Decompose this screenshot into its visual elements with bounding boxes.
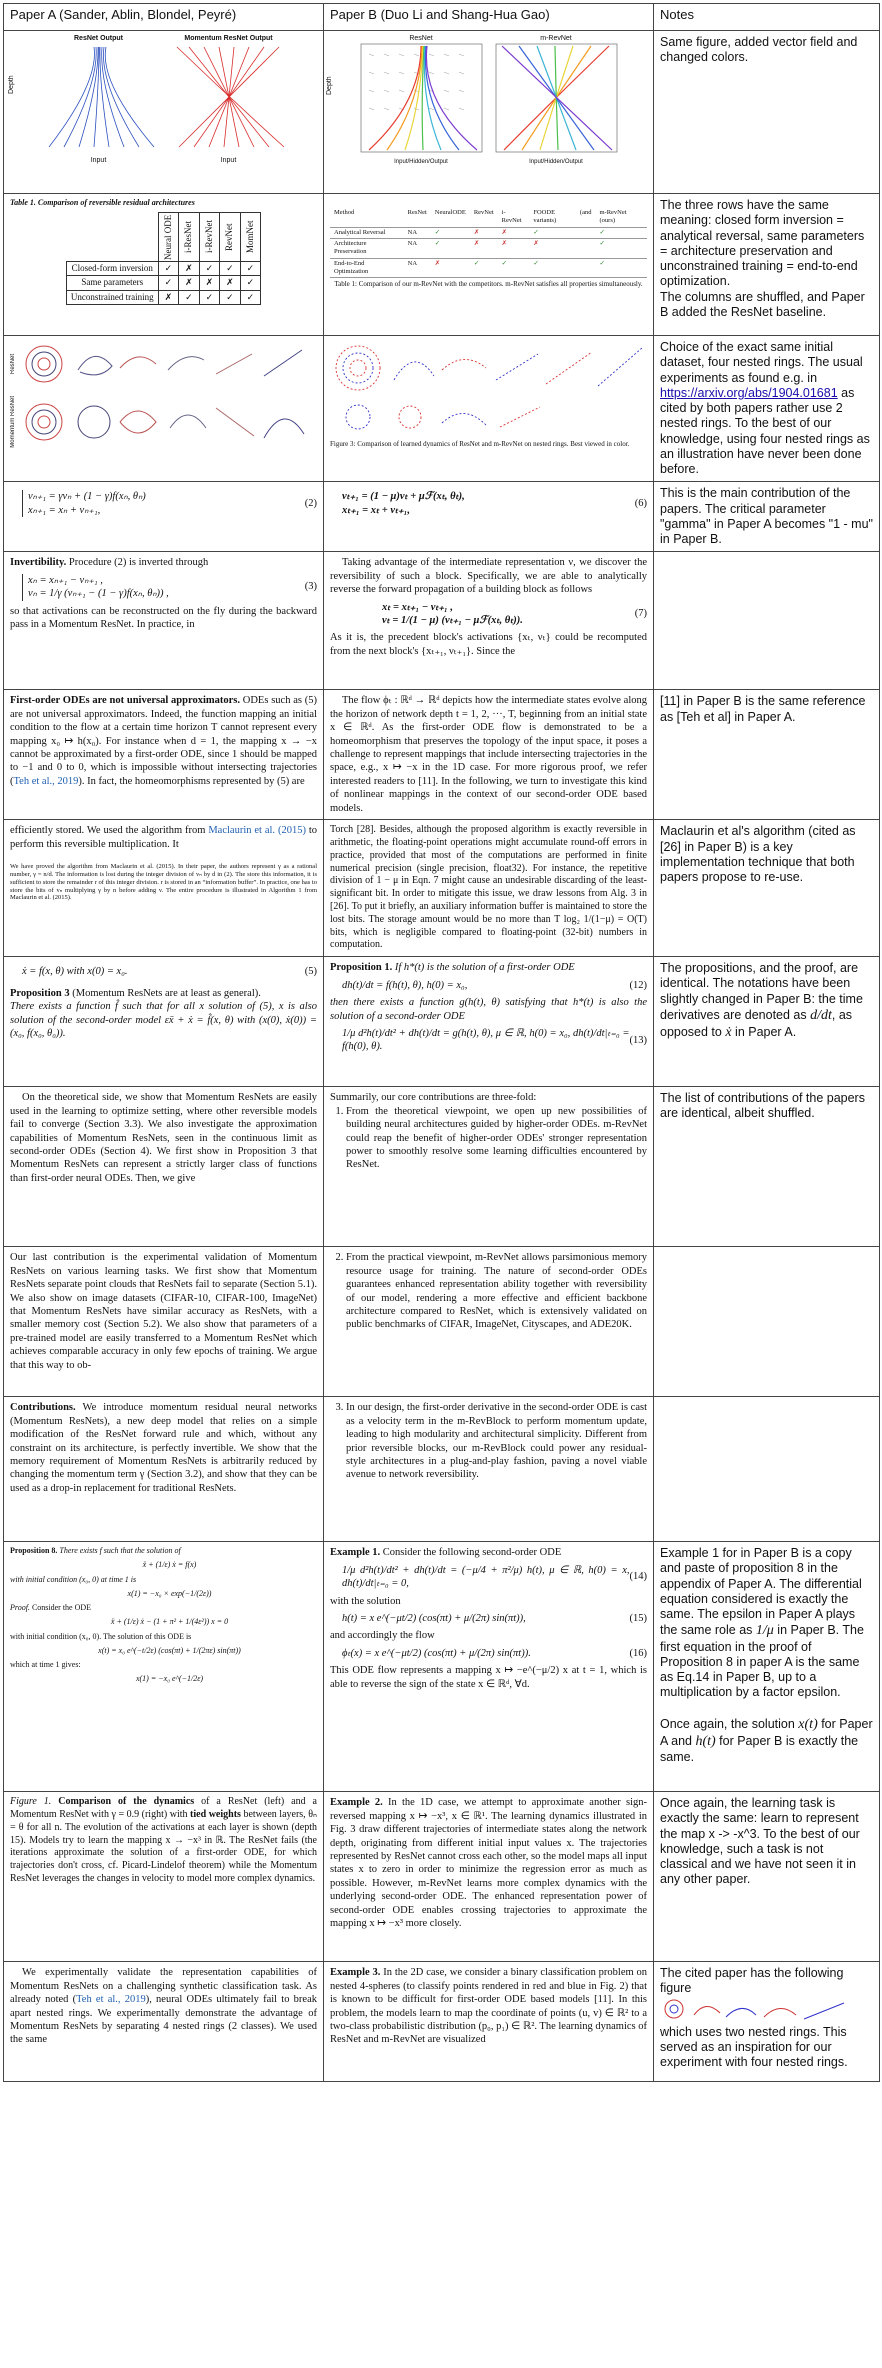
paper-b-cell: Torch [28]. Besides, although the proposed algorithm is exactly reversible in arithmetic, the floating-point operations might accumulate round-off errors in practice, provided that most of the computations are performed in finite numerical precision (single precision, float32). For instance, the repetitive division of 1 − μ in Eqn. 7 might cause an undesirable discarding of the least-significant bit. In order to mitigate this issue, we draw lessons from Alg. 3 in [26]. To put it briefly, an auxiliary information buffer is maintained to store the lost bits. The storage amount would be no more than T log₂ 1/(1−μ) = O(T) bits, which is negligible compared to floating-point (32-bit) numbers in computation. — [324, 820, 654, 957]
row-label: Momentum ResNet — [10, 396, 16, 448]
paper-a-cell — [4, 482, 324, 552]
table-row: Same parameters ✓ ✗ ✗ ✗ ✓ — [66, 276, 260, 291]
header-paper-b: Paper B (Duo Li and Shang-Hua Gao) — [324, 4, 654, 31]
paper-a-cell: Contributions. We introduce momentum residual neural networks (Momentum ResNets), a new deep model that relies on a simple modification of the ResNet forward rule and which, without any constraint on its architecture, is perfectly invertible. We show that the memory requirement of Momentum ResNets is arbitrarily reduced by changing the momentum term γ (Section 3.2), and show that they can be used as a drop-in replacement for traditional ResNets. — [4, 1397, 324, 1542]
table-title: Table 1. Comparison of reversible residual architectures — [10, 198, 195, 207]
fig-xlabel-left: Input/Hidden/Output — [394, 159, 448, 165]
paper-a-cell — [4, 336, 324, 482]
paper-b-cell: ResNet Input/Hidden/Output m-RevNet Input/Hidden/Output Depth — [324, 31, 654, 194]
paper-b-cell — [324, 1397, 654, 1542]
figure-caption: Figure 3: Comparison of learned dynamics of ResNet and m-RevNet on nested rings. Best viewed in color. — [330, 440, 630, 448]
paper-a-cell: First-order ODEs are not universal approximators. ODEs such as (5) are not universal approximators. Indeed, the function mapping an initial condition to the flow at a certain time horizon T cannot represent every mapping x₀ ↦ h(x₀). For instance when d = 1, the mapping x → −x cannot be approximated by a first-order ODE, since 1 should be mapped to −1 and 0 to 0, which is impossible without intersecting trajectories (Teh et al., 2019). In fact, the homeomorphisms represented by (5) are — [4, 690, 324, 820]
two-nested-rings-figure — [660, 1997, 850, 2021]
paper-a-cell: Invertibility. Procedure (2) is inverted through xₙ = xₙ₊₁ − vₙ₊₁ , vₙ = 1/γ (vₙ₊₁ − (1 − γ)f(xₙ, θₙ)) , (3) so that activations can be reconstructed on the fly during the backward pass in a Momentum ResNet. In practice, in — [4, 552, 324, 690]
equation: dh(t)/dt = f(h(t), θ), h(0) = x₀, (12) — [342, 979, 647, 991]
notes-cell: Choice of the exact same initial dataset, four nested rings. The usual experiments as found e.g. in https://arxiv.org/abs/1904.01681 as cited by both papers rather use 2 nested rings. To the best of our knowledge, using four nested rings as an illustration have never been done before. — [654, 336, 880, 482]
table-row: Unconstrained training ✗ ✓ ✓ ✓ ✓ — [66, 290, 260, 305]
citation-link[interactable]: Maclaurin et al. (2015) — [208, 825, 306, 837]
table-row — [4, 31, 880, 194]
fig-title-right: Momentum ResNet Output — [184, 35, 273, 42]
m-revnet-vector-field-figure — [494, 42, 619, 154]
paper-b-figure — [330, 35, 647, 165]
paper-b-cell — [324, 336, 654, 482]
notes-cell: Once again, the learning task is exactly the same: learn to represent the map x -> -x^3. To the best of our knowledge, such a task is not classical and we have not seen it in any other paper. — [654, 1792, 880, 1962]
citation-link[interactable]: Teh et al., 2019 — [13, 775, 79, 787]
fig-title-left: ResNet Output — [74, 35, 123, 42]
paper-b-cell — [324, 194, 654, 336]
comparison-properties-table: Method ResNet NeuralODE RevNet i-RevNet FOODE (and variants) m-RevNet (ours) Analytical Reversal NA ✓ ✗ ✗ ✓ ✓ Architecture Preservation NA ✓ ✗ ✗ ✗ ✓ End-to-End Optimization NA ✗ ✓ ✓ ✓ ✓ — [330, 208, 647, 278]
paper-a-figure — [10, 35, 317, 164]
paper-a-cell — [4, 194, 324, 336]
paper-a-cell: ResNet Output Input Momentum ResNet Output Input Depth — [4, 31, 324, 194]
paper-a-cell: efficiently stored. We used the algorithm from Maclaurin et al. (2015) to perform this reversible multiplication. It We have proved the algorithm from Maclaurin et al. (2015). In their paper, the authors represent γ as a rational number, γ = n/d. The information is lost during the integer division of vₙ by d in (2). The store this information, it is sufficient to store the remainder r of this integer division. r is stored in an “information buffer”. In practice, one has to store the bits of vₙ multiplying γ by n before adding v. The entire procedure is illustrated in Algorithm 1 from Maclaurin et al. (2015). — [4, 820, 324, 957]
table-row — [4, 1542, 880, 1792]
paper-b-cell: Proposition 1. If h*(t) is the solution of a first-order ODE dh(t)/dt = f(h(t), θ), h(0) = x₀, (12) then there exists a function g(h(t), θ) satisfying that h*(t) is also the solution of a second-order ODE 1/μ d²h(t)/dt² + dh(t)/dt = g(h(t), θ), μ ∈ ℝ, h(0) = x₀, dh(t)/dt|ₜ₌₀ = f(h(0), θ). (13) — [324, 957, 654, 1087]
list-item: 2. From the practical viewpoint, m-RevNet allows parsimonious memory resource usage for training. The nature of second-order ODEs guarantees enhanced representation ability together with reversibility of our model, rendering a more effective and efficient backbone architecture compared to ResNet, which is extensively validated on public benchmarks of CIFAR, ImageNet, Cityscapes, and ADE20K. — [346, 1251, 647, 1332]
fig-xlabel-right: Input/Hidden/Output — [529, 159, 583, 165]
comparison-table — [3, 3, 880, 2082]
learned-dynamics-rings-figure-b — [330, 403, 646, 433]
resnet-trajectories-figure — [39, 42, 159, 152]
notes-cell: Maclaurin et al's algorithm (cited as [26] in Paper B) is a key implementation technique that both papers propose to re-use. — [654, 820, 880, 957]
list-item: 1. From the theoretical viewpoint, we open up new possibilities of building neural architectures guided by higher-order ODEs. m-RevNet could reap the benefit of higher-order ODEs' stronger representation power to smoothly resolve some learning difficulties encountered by ResNet. — [346, 1105, 647, 1172]
header-row — [4, 4, 880, 31]
contributions-list — [330, 1105, 647, 1172]
contributions-list — [330, 1401, 647, 1482]
table-row — [4, 1962, 880, 2082]
table-row — [4, 336, 880, 482]
equation: vₙ₊₁ = γvₙ + (1 − γ)f(xₙ, θₙ) xₙ₊₁ = xₙ + vₙ₊₁, (2) — [22, 490, 317, 517]
paper-b-cell: Example 2. In the 1D case, we attempt to approximate another sign-reversed mapping x ↦ −x³, x ∈ ℝ¹. The learning dynamics illustrated in Fig. 3 draw different trajectories of intermediate states along the network depth, originating from different initial input values x. The trajectories represented by ResNet cannot cross each other, so the model maps all input states x to zero in order to minimize the regression error as much as possible. However, m-RevNet learns more complex dynamics with the underlying second-order ODE. The enhanced representation power of second-order ODE enables crossing trajectories to approximate the mapping x ↦ −x³ more closely. — [324, 1792, 654, 1962]
equation: 1/μ d²h(t)/dt² + dh(t)/dt = g(h(t), θ), μ ∈ ℝ, h(0) = x₀, dh(t)/dt|ₜ₌₀ = f(h(0), θ). (13) — [342, 1027, 647, 1053]
table-row — [4, 1247, 880, 1397]
notes-cell: The cited paper has the following figure which uses two nested rings. This served as an inspiration for our experiment with four nested rings. — [654, 1962, 880, 2082]
equation: 1/μ d²h(t)/dt² + dh(t)/dt = (−μ/4 + π²/μ) h(t), μ ∈ ℝ, h(0) = x, dh(t)/dt|ₜ₌₀ = 0, (14) — [342, 1564, 647, 1590]
resnet-vector-field-figure — [359, 42, 484, 154]
arxiv-link[interactable]: https://arxiv.org/abs/1904.01681 — [660, 385, 838, 400]
citation-link[interactable]: Teh et al., 2019 — [76, 1994, 146, 2006]
table-row: Closed-form inversion ✓ ✗ ✓ ✓ ✓ — [66, 261, 260, 276]
momentum-resnet-trajectories-figure — [169, 42, 289, 152]
equation: xₙ = xₙ₊₁ − vₙ₊₁ , vₙ = 1/γ (vₙ₊₁ − (1 − γ)f(xₙ, θₙ)) , (3) — [22, 574, 317, 601]
equation: ϕₜ(x) = x e^(−μt/2) (cos(πt) + μ/(2π) sin(πt)). (16) — [342, 1647, 647, 1659]
notes-cell: [11] in Paper B is the same reference as [Teh et al] in Paper A. — [654, 690, 880, 820]
table-row — [4, 690, 880, 820]
notes-cell: Example 1 for in Paper B is a copy and paste of proposition 8 in the appendix of Paper A. The differential equation considered is exactly the same. The epsilon in Paper A plays the same role as 1/μ in Paper B. The first equation in the proof of Proposition 8 in paper A is the same as Eq.14 in Paper B, up to a multiplication by a factor epsilon. Once again, the solution x(t) for Paper A and h(t) for Paper B is exactly the same. — [654, 1542, 880, 1792]
header-paper-a: Paper A (Sander, Ablin, Blondel, Peyré) — [4, 4, 324, 31]
fig-xlabel-right: Input — [220, 157, 237, 164]
list-item: 3. In our design, the first-order derivative in the second-order ODE is cast as a velocity term in the m-RevBlock to perform momentum update, leading to high modularity and architectural simplicity. Different from prior reversible blocks, our m-RevBlock could power any residual-style architectures in a plug-and-play fashion, paving a novel viable avenue to network reversibility. — [346, 1401, 647, 1482]
notes-cell — [654, 552, 880, 690]
paper-b-cell: Taking advantage of the intermediate representation ν, we discover the reversibility of such a block. Specifically, we are able to analytically reverse the forward propagation of a building block as follows xₜ = xₜ₊₁ − νₜ₊₁ , νₜ = 1/(1 − μ) (νₜ₊₁ − μℱ(xₜ, θₜ)). (7) As it is, the precedent block's activations {xₜ, νₜ} could be recomputed from the next block's {xₜ₊₁, νₜ₊₁}. Since the — [324, 552, 654, 690]
paper-b-cell: Example 1. Consider the following second-order ODE 1/μ d²h(t)/dt² + dh(t)/dt = (−μ/4 + π²/μ) h(t), μ ∈ ℝ, h(0) = x, dh(t)/dt|ₜ₌₀ = 0, (14) with the solution h(t) = x e^(−μt/2) (cos(πt) + μ/(2π) sin(πt)), (15) and accordingly the flow ϕₜ(x) = x e^(−μt/2) (cos(πt) + μ/(2π) sin(πt)). (16) This ODE flow represents a mapping x ↦ −e^(−μ/2) x at t = 1, which is able to reverse the sign of the state x ∈ ℝᵈ, ∀d. — [324, 1542, 654, 1792]
table-row — [4, 1792, 880, 1962]
reversible-architectures-table: Neural ODE i-ResNet i-RevNet RevNet MomNet Closed-form inversion ✓ ✗ ✓ ✓ ✓ Same parameters ✓ ✗ ✗ ✗ ✓ Unconstrained training ✗ ✓ ✓ ✓ ✓ — [66, 212, 261, 306]
table-row — [4, 1397, 880, 1542]
fig-xlabel-left: Input — [90, 157, 107, 164]
equation: ẋ = f(x, θ) with x(0) = x₀. (5) — [22, 966, 317, 978]
equation: νₜ₊₁ = (1 − μ)νₜ + μℱ(xₜ, θₜ), xₜ₊₁ = xₜ + νₜ₊₁, (6) — [342, 491, 647, 516]
notes-cell: This is the main contribution of the papers. The critical parameter "gamma" in Paper A becomes "1 - mu" in Paper B. — [654, 482, 880, 552]
paper-b-cell: Summarily, our core contributions are three-fold: 1. From the theoretical viewpoint, we open up new possibilities of building neural architectures guided by higher-order ODEs. m-RevNet could reap the benefit of higher-order ODEs' stronger representation power to smoothly resolve some learning difficulties encountered by ResNet. — [324, 1087, 654, 1247]
notes-cell: Same figure, added vector field and changed colors. — [654, 31, 880, 194]
table-row — [4, 194, 880, 336]
table-row — [4, 482, 880, 552]
equation: h(t) = x e^(−μt/2) (cos(πt) + μ/(2π) sin(πt)), (15) — [342, 1612, 647, 1624]
fig-title-left: ResNet — [409, 35, 433, 42]
paper-b-cell: Example 3. In the 2D case, we consider a binary classification problem on nested 4-spheres (to classify points rendered in red and blue in Fig. 2) that is known to be difficult for first-order ODE based models [11]. In this problem, the models learn to map the coordinate of points (u, v) ∈ ℝ² to a two-class probabilistic distribution (p₀, p₁) ∈ ℝ². The learning dynamics of ResNet and m-RevNet are visualized — [324, 1962, 654, 2082]
table-row — [4, 957, 880, 1087]
resnet-rings-figure — [20, 340, 310, 388]
equation: xₜ = xₜ₊₁ − νₜ₊₁ , νₜ = 1/(1 − μ) (νₜ₊₁ − μℱ(xₜ, θₜ)). (7) — [382, 601, 647, 626]
paper-a-cell: Proposition 8. There exists f such that the solution of ẍ + (1/ε) ẋ = f(x) with initial condition (x₀, 0) at time 1 is x(1) = −x₀ × exp(−1/(2ε)) Proof. Consider the ODE ẍ + (1/ε) ẋ − (1 + π² + 1/(4ε²)) x = 0 with initial condition (x₀, 0). The solution of this ODE is x(t) = x₀ e^(−t/2ε) (cos(πt) + 1/(2πε) sin(πt)) which at time 1 gives: x(1) = −x₀ e^(−1/2ε) — [4, 1542, 324, 1792]
table-row — [4, 552, 880, 690]
paper-a-cell: We experimentally validate the representation capabilities of Momentum ResNets on a challenging synthetic classification task. As already noted (Teh et al., 2019), neural ODEs ultimately fail to break apart nested rings. We experimentally demonstrate the advantage of Momentum ResNets by separating 4 nested rings (2 classes). We used the same — [4, 1962, 324, 2082]
notes-cell: The three rows have the same meaning: closed form inversion = analytical reversal, same parameters = architecture preservation and unconstrained training = end-to-end optimization. The columns are shuffled, and Paper B added the ResNet baseline. — [654, 194, 880, 336]
table-row — [4, 820, 880, 957]
header-notes: Notes — [654, 4, 880, 31]
paper-a-cell: ẋ = f(x, θ) with x(0) = x₀. (5) Proposition 3 (Momentum ResNets are at least as general). There exists a function f̂ such that for all x solution of (5), x is also solution of the second-order model εẍ + ẋ = f̂(x, θ) with (x(0), ẋ(0)) = (x₀, f(x₀, θ₀)). — [4, 957, 324, 1087]
paper-b-cell: The flow ϕₜ : ℝᵈ → ℝᵈ depicts how the intermediate states evolve along the horizon of network depth t = 1, 2, ···, T, beginning from an initial state x ∈ ℝᵈ. As the first-order ODE flow is demonstrated to be a homeomorphism that preserves the topology of the input space, it poses a challenge to represent mappings that include intersecting trajectories in the space, e.g., x ↦ −x in the 1D case. For more rigorous proof, we refer interested readers to [11]. In the following, we turn to investigate this kind of nonlinear mappings in the context of our second-order ODE based models. — [324, 690, 654, 820]
row-label: ResNet — [10, 353, 16, 374]
table-row — [4, 1087, 880, 1247]
table-caption: Table 1: Comparison of our m-RevNet with the competitors. m-RevNet satisfies all properties simultaneously. — [334, 280, 643, 289]
paper-b-cell — [324, 1247, 654, 1397]
paper-a-cell: Figure 1. Comparison of the dynamics of a ResNet (left) and a Momentum ResNet with γ = 0.9 (right) with tied weights between layers, θₙ = θ for all n. The evolution of the activations at each layer is shown (depth 15). Models try to learn the mapping x → −x³ in ℝ. The ResNet fails (the iterations approximate the solution of a first-order ODE, for which trajectories don't cross, cf. Picard-Lindelof theorem) while the Momentum ResNet leverages the changes in velocity to model more complex dynamics. — [4, 1792, 324, 1962]
notes-cell: The propositions, and the proof, are identical. The notations have been slightly changed in Paper B: the time derivatives are denoted as d/dt, as opposed to ẋ in Paper A. — [654, 957, 880, 1087]
paper-b-cell — [324, 482, 654, 552]
paper-a-cell: Our last contribution is the experimental validation of Momentum ResNets on various learning tasks. We first show that Momentum ResNets separate point clouds that ResNets fail to separate (Section 5.1). We also show on image datasets (CIFAR-10, CIFAR-100, ImageNet) that Momentum ResNets have similar accuracy as ResNets, with a smaller memory cost (Section 5.2). We also show that parameters of a pre-trained model are easily transferred to a Momentum ResNet which achieves comparable accuracy in only few epochs of training. We argue that this way to ob- — [4, 1247, 324, 1397]
contributions-list — [330, 1251, 647, 1332]
notes-cell: The list of contributions of the papers are identical, albeit shuffled. — [654, 1087, 880, 1247]
notes-cell — [654, 1247, 880, 1397]
momentum-resnet-rings-figure — [20, 398, 310, 446]
fig-title-right: m-RevNet — [540, 35, 572, 42]
notes-cell — [654, 1397, 880, 1542]
footnote: We have proved the algorithm from Maclaurin et al. (2015). In their paper, the authors represent γ as a rational number, γ = n/d. The information is lost during the integer division of vₙ by d in (2). The store this information, it is sufficient to store the remainder r of this integer division. r is stored in an “information buffer”. In practice, one has to store the bits of vₙ multiplying γ by n before adding v. The entire procedure is illustrated in Algorithm 1 from Maclaurin et al. (2015). — [10, 863, 317, 902]
learned-dynamics-rings-figure — [330, 340, 646, 398]
paper-a-cell: On the theoretical side, we show that Momentum ResNets are easily used in the learning to optimize setting, where other reversible models fail to converge (Section 3.3). We also investigate the approximation capabilities of Momentum ResNets, seen in the continuous limit as second-order ODEs (Section 4). We first show in Proposition 3 that Momentum ResNets can represent a strictly larger class of functions than first-order neural ODEs. Then, we give — [4, 1087, 324, 1247]
